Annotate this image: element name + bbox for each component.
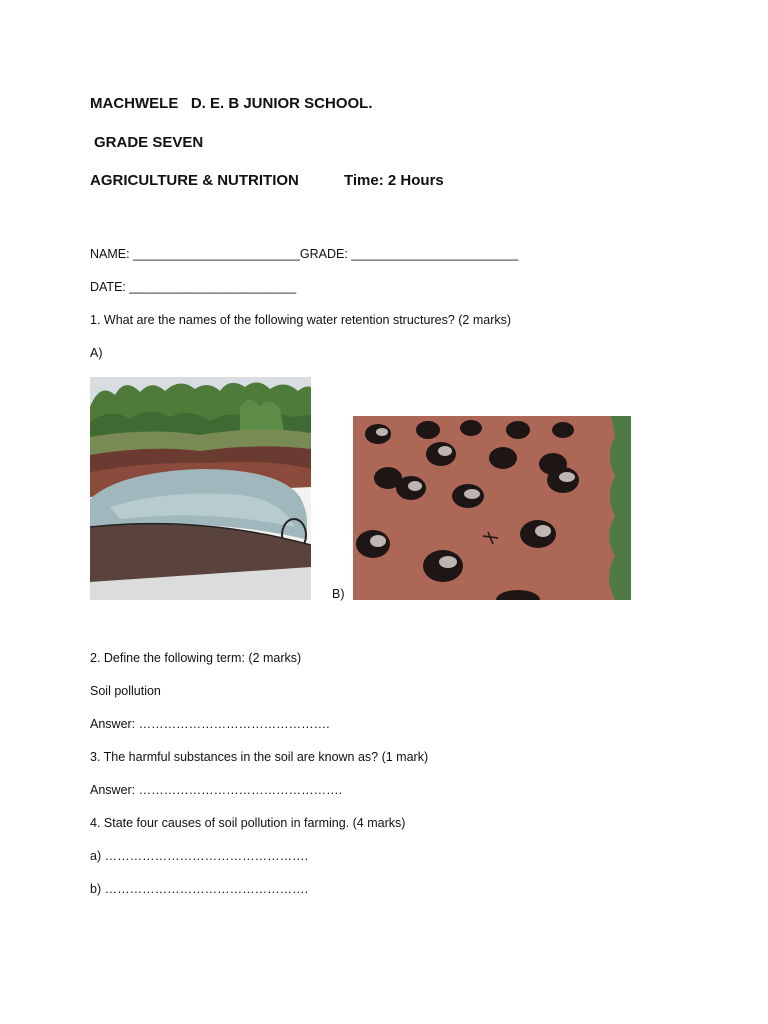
name-grade-field[interactable]: NAME: ________________________GRADE: ________________________ (90, 247, 519, 261)
question-4-answer-a[interactable]: a) …………………………………………. (90, 849, 309, 863)
question-1-b-label: B) (332, 587, 345, 601)
question-2-term: Soil pollution (90, 684, 161, 698)
question-3: 3. The harmful substances in the soil are known as? (1 mark) (90, 750, 429, 764)
question-2-answer[interactable]: Answer: ………………………………………. (90, 717, 330, 731)
question-4-answer-b[interactable]: b) …………………………………………. (90, 882, 309, 896)
question-2: 2. Define the following term: (2 marks) (90, 651, 302, 665)
school-name: MACHWELE D. E. B JUNIOR SCHOOL. (90, 95, 373, 112)
grade-heading: GRADE SEVEN (94, 134, 204, 151)
exam-duration: Time: 2 Hours (344, 172, 444, 189)
question-1: 1. What are the names of the following water retention structures? (2 marks) (90, 313, 512, 327)
question-1-a-label: A) (90, 346, 103, 360)
subject-heading: AGRICULTURE & NUTRITION (90, 172, 299, 189)
question-3-answer[interactable]: Answer: …………………………………………. (90, 783, 343, 797)
question-4: 4. State four causes of soil pollution in farming. (4 marks) (90, 816, 406, 830)
zai-pits-illustration (353, 416, 631, 600)
water-pan-illustration (90, 377, 311, 600)
date-field[interactable]: DATE: ________________________ (90, 280, 297, 294)
